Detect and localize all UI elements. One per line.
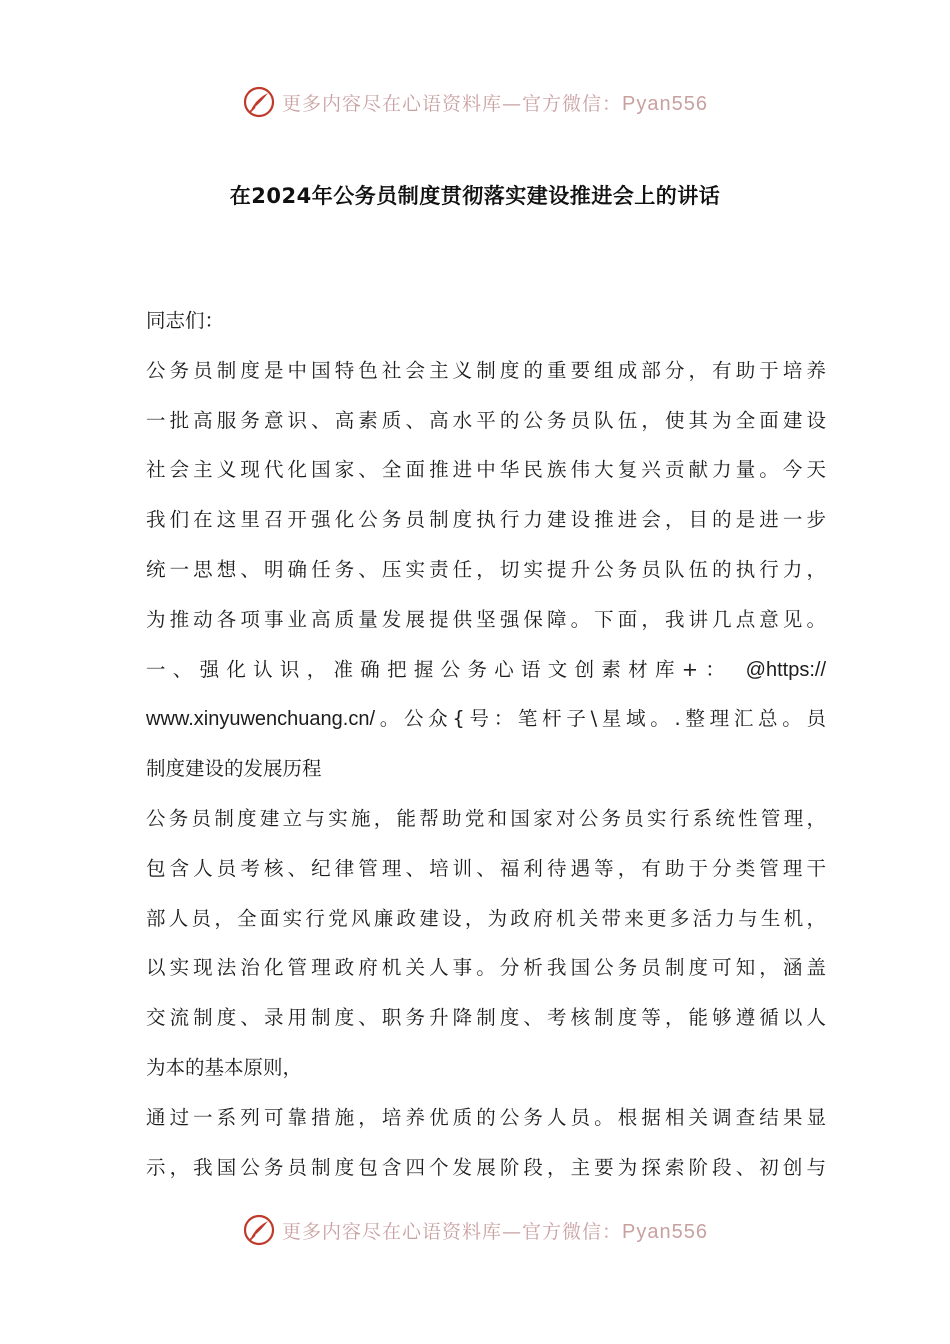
footer-banner-text: 更多内容尽在心语资料库—官方微信：Pyan556: [282, 1220, 708, 1243]
text-line: 为推动各项事业高质量发展提供坚强保障。下面，我讲几点意见。: [146, 607, 826, 631]
text-line: 统一思想、明确任务、压实责任，切实提升公务员队伍的执行力，: [146, 557, 826, 581]
footer-banner: [0, 1208, 950, 1252]
text-line: 交流制度、录用制度、职务升降制度、考核制度等，能够遵循以人: [146, 1006, 826, 1030]
section-heading-text: 一、强化认识，准确把握公务心语文创素材库+：: [146, 657, 733, 681]
header-banner-text: 更多内容尽在心语资料库—官方微信：Pyan556: [282, 92, 708, 115]
text-line: 包含人员考核、纪律管理、培训、福利待遇等，有助于分类管理干: [146, 856, 826, 880]
website-url: www.xinyuwenchuang.cn/: [146, 708, 376, 731]
text-line: 一批高服务意识、高素质、高水平的公务员队伍，使其为全面建设: [146, 408, 826, 432]
text-line: 以实现法治化管理政府机关人事。分析我国公务员制度可知，涵盖: [146, 956, 826, 980]
text-line: 公务员制度建立与实施，能帮助党和国家对公务员实行系统性管理，: [146, 806, 826, 830]
text-line: 示，我国公务员制度包含四个发展阶段，主要为探索阶段、初创与: [146, 1155, 826, 1179]
quill-logo-icon: [242, 85, 276, 119]
salutation: 同志们：: [146, 309, 225, 332]
text-line: 社会主义现代化国家、全面推进中华民族伟大复兴贡献力量。今天: [146, 458, 826, 482]
text-line: 通过一系列可靠措施，培养优质的公务人员。根据相关调查结果显: [146, 1105, 826, 1129]
section-heading-line: [146, 645, 826, 695]
text-line: 为本的基本原则，: [146, 1055, 303, 1079]
text-line: 我们在这里召开强化公务员制度执行力建设推进会，目的是进一步: [146, 508, 826, 532]
text-line: 部人员，全面实行党风廉政建设，为政府机关带来更多活力与生机，: [146, 906, 826, 930]
speech-body: [146, 296, 826, 1192]
section-heading-line: [146, 694, 826, 744]
page-title: 在2024年公务员制度贯彻落实建设推进会上的讲话: [229, 184, 721, 208]
header-banner: [0, 80, 950, 124]
text-line: 公务员制度是中国特色社会主义制度的重要组成部分，有助于培养: [146, 358, 826, 382]
wechat-handle: Pyan556: [622, 92, 708, 115]
quill-logo-icon: [242, 1213, 276, 1247]
section-heading-text: 。公众{号：笔杆子\星域。.整理汇总。员: [375, 707, 826, 731]
section-heading-line: 制度建设的发展历程: [146, 757, 322, 781]
url-fragment: @https://: [745, 658, 827, 681]
wechat-handle: Pyan556: [622, 1220, 708, 1243]
